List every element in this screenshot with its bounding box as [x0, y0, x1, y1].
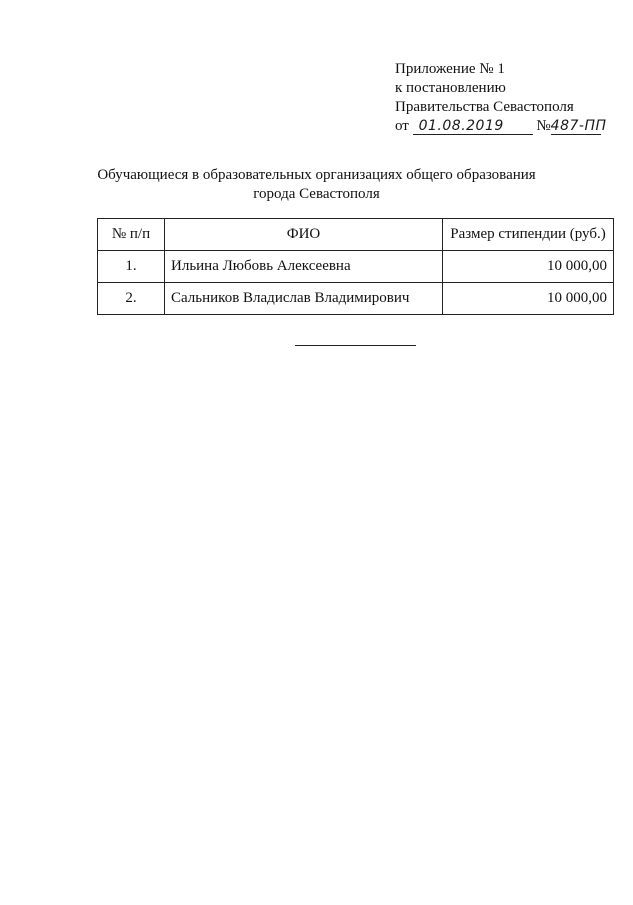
date-field — [413, 118, 533, 135]
from-label: от — [395, 118, 409, 134]
row-number: 2. — [98, 283, 165, 315]
header-number: № п/п — [98, 219, 165, 251]
table-row — [98, 251, 614, 283]
handwritten-date: 01.08.2019 — [418, 118, 504, 134]
row-amount: 10 000,00 — [443, 251, 614, 283]
scholarship-table — [97, 218, 614, 315]
row-full-name: Ильина Любовь Алексеевна — [165, 251, 443, 283]
appendix-date-number-line — [395, 117, 607, 136]
row-number: 1. — [98, 251, 165, 283]
number-field — [550, 118, 607, 135]
header-scholarship-amount: Размер стипендии (руб.) — [443, 219, 614, 251]
appendix-title: Приложение № 1 — [395, 61, 505, 77]
table-header-row — [98, 219, 614, 251]
header-full-name: ФИО — [165, 219, 443, 251]
document-title — [0, 166, 633, 204]
table-row — [98, 283, 614, 315]
appendix-header — [395, 60, 607, 136]
row-full-name: Сальников Владислав Владимирович — [165, 283, 443, 315]
title-line-1: Обучающиеся в образовательных организациях общего образования — [97, 167, 536, 183]
appendix-resolution-label: к постановлению — [395, 80, 506, 96]
row-amount: 10 000,00 — [443, 283, 614, 315]
closing-rule — [295, 345, 416, 346]
appendix-government-label: Правительства Севастополя — [395, 99, 574, 115]
handwritten-number: 487-ПП — [550, 118, 607, 134]
number-label: № — [536, 118, 551, 134]
title-line-2: города Севастополя — [253, 186, 380, 202]
